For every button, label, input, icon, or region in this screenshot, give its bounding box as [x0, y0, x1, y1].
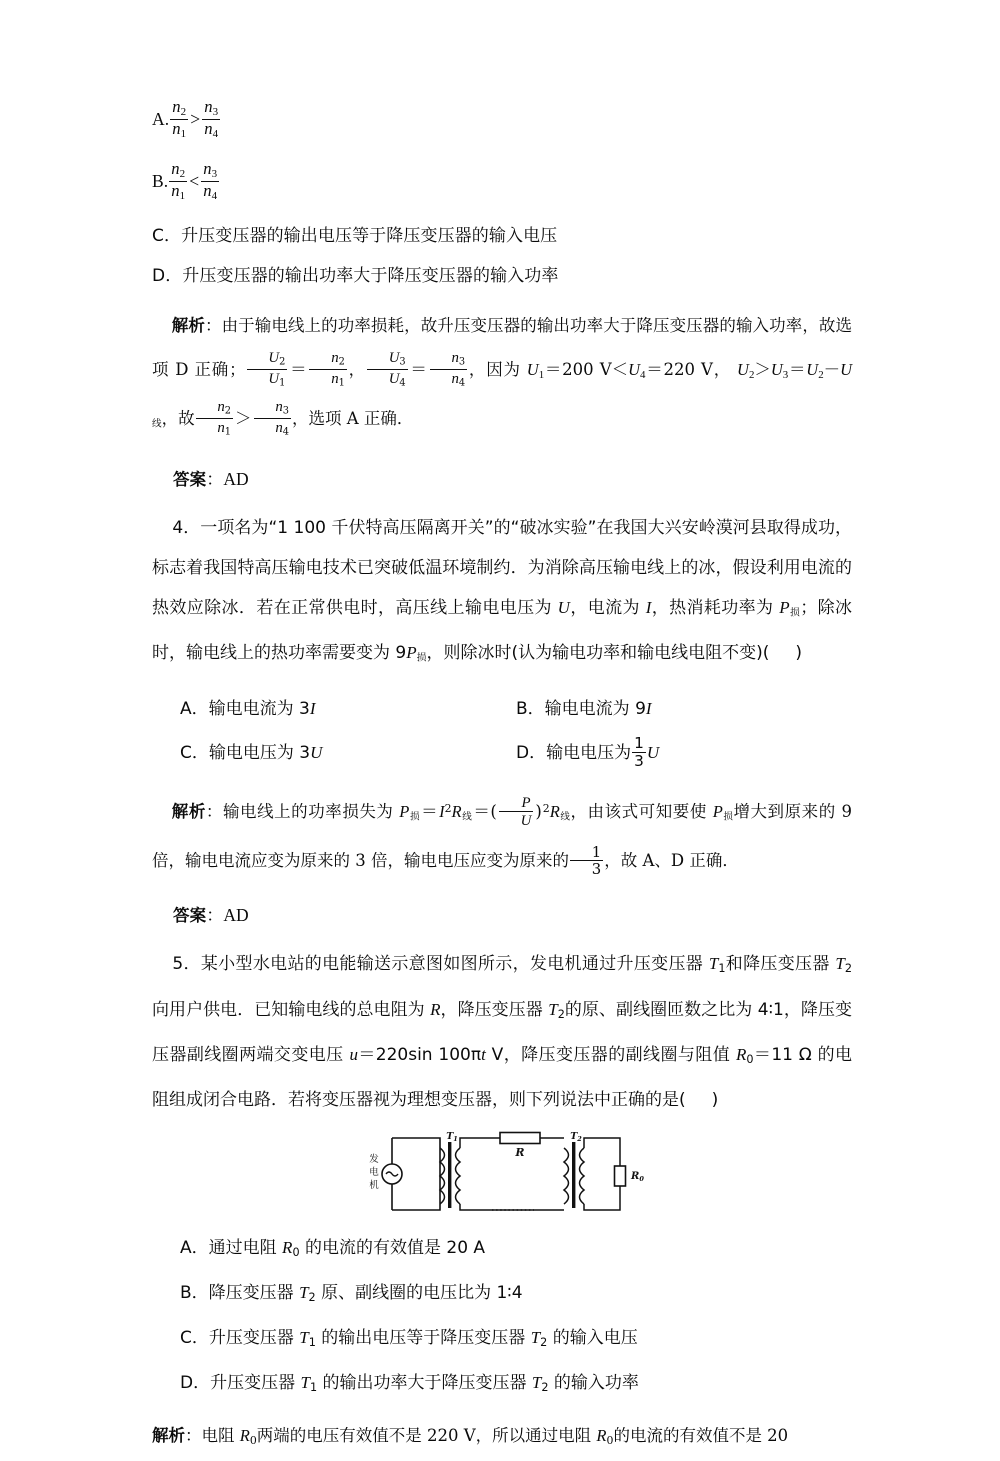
q4-symbol-u: U — [557, 597, 570, 617]
q3-analysis-text-2: 故选项 D 正确； — [152, 316, 853, 379]
q4-symbol-p: P — [779, 597, 790, 617]
q4-analysis-fraction-one-third: $\frac{1}{3}$ — [570, 844, 603, 877]
power-transmission-circuit-diagram — [352, 1130, 652, 1222]
generator-label-char-3: 机 — [369, 1179, 379, 1191]
q4-option-d: D．输电电压为 $\frac{1}{3}$ U — [516, 734, 660, 770]
q4-stem-text-4: ；除冰时，输电线上的热功率需要变为 — [152, 597, 853, 664]
q3-answer-value: AD — [223, 468, 249, 489]
q5-option-c: C．升压变压器 $T_1$ 的输出电压等于降压变压器 $T_2$ 的输入电压 — [180, 1328, 638, 1350]
q5-symbol-u: u — [349, 1044, 358, 1064]
q3-symbol-u3: $U_3$ — [770, 360, 789, 382]
q4-analysis-text-4: ，故 A、D 正确． — [604, 851, 739, 871]
q4-stem-text-5: ，则除冰时(认为输电功率和输电线电阻不变)( — [426, 643, 770, 664]
q3-analysis-text-1: 由于输电线上的功率损耗，故升压变压器的输出功率大于降压变压器的输入功率， — [221, 316, 819, 335]
q3-option-a-right-fraction: $\frac{n_3}{n_4}$ — [204, 96, 219, 140]
q5-number: 5． — [172, 954, 201, 975]
q3-symbol-u-line-sub: 线 — [152, 418, 162, 430]
q5-stem-text-f: ＝220sin 100π — [357, 1044, 482, 1065]
q3-ratio-n3-n4-b: $\frac{n_3}{n_4}$ — [254, 398, 291, 438]
q4-coefficient-nine: 9 — [395, 643, 407, 664]
q3-option-d-text: 升压变压器的输出功率大于降压变压器的输入功率 — [182, 266, 559, 286]
q4-answer-value: AD — [223, 905, 249, 926]
q3-option-b-relation: < — [189, 171, 200, 191]
transmission-line-top-left — [460, 1138, 500, 1148]
q4-analysis: 解析：输电线上的功率损失为 $P_损=I^2R_线=$( $\frac{P}{U}$ )$^2R_线$，由该式可知要使 $P_损$增大到原来的 9 倍，输电电流应变为原来的 3 倍，输电电压应变为原来的 $\frac{1}{3}$ ，故 A、D 正确． — [152, 794, 853, 879]
transformer2-primary-coil — [564, 1148, 569, 1204]
q4-stem-text-2: ，电流为 — [569, 597, 640, 618]
q3-analysis: 解析：由于输电线上的功率损耗，故升压变压器的输出功率大于降压变压器的输入功率，故选项 D 正确； $\frac{U_2}{U_1}$ ＝ $\frac{n_2}{n_1}$ ， $\frac{U_3}{U_4}$ ＝ $\frac{n_3}{n_4}$ ，因为 $U_1=200$ $V<U_4=220$ V， $U_2>U_3=U_2-U_线$，故 $\frac{n_2}{n_1}$ ＞ $\frac{n_3}{n_4}$ ，选项 A 正确． — [152, 316, 853, 438]
q5-stem-text-g: V，降压变压器的副线圈与阻值 — [485, 1044, 731, 1065]
transformer2-core — [572, 1142, 575, 1208]
q5-option-d: D．升压变压器 $T_1$ 的输出功率大于降压变压器 $T_2$ 的输入功率 — [180, 1373, 639, 1395]
q4-stem-text-3: ，热消耗功率为 — [651, 597, 774, 618]
transformer1-label: $T_1$ — [446, 1130, 458, 1143]
q3-option-b — [152, 158, 852, 204]
q5-stem-text-c: 向用户供电．已知输电线的总电阻为 — [152, 999, 425, 1020]
circuit-figure-wrapper — [152, 1130, 852, 1222]
q4-options-row-1 — [152, 687, 852, 731]
q3-option-c-label: C． — [152, 226, 182, 246]
transformer1-core — [448, 1142, 451, 1208]
q5-symbol-r: R — [430, 999, 441, 1019]
q3-option-c — [152, 216, 852, 256]
q5-option-a: A．通过电阻 $R_0$ 的电流的有效值是 20 A — [180, 1237, 486, 1259]
q3-option-b-left-fraction: $\frac{n_2}{n_1}$ — [171, 158, 186, 202]
q4-fraction-p-over-u: $\frac{P}{U}$ — [499, 794, 534, 829]
q4-answer: 答案：AD — [173, 905, 249, 927]
line-resistor-label: R — [515, 1145, 525, 1159]
q4-options-row-2 — [152, 731, 852, 775]
q3-answer-label: 答案 — [173, 469, 207, 489]
q4-analysis-text-2: ，由该式可知要使 — [570, 801, 707, 821]
load-loop-top — [584, 1138, 620, 1166]
transmission-line-bottom — [460, 1204, 564, 1210]
generator-label-char-1: 发 — [369, 1153, 379, 1165]
q5-analysis: 解析：电阻 $R_0$两端的电压有效值不是 220 V，所以通过电阻 $R_0$的电流的有效值不是 20 — [152, 1426, 789, 1448]
page-content — [152, 96, 852, 1461]
transformer2-label: $T_2$ — [570, 1130, 582, 1143]
q3-option-b-label: B. — [152, 171, 169, 191]
q3-option-a-relation: > — [190, 109, 201, 129]
q5-symbol-r0: R — [735, 1044, 747, 1064]
q3-analysis-text-end: ，选项 A 正确． — [291, 409, 414, 429]
q5-option-b: B．降压变压器 $T_2$ 原、副线圈的电压比为 1∶4 — [180, 1282, 523, 1305]
q4-answer-label: 答案 — [173, 906, 207, 926]
q3-ratio-n2-n1: $\frac{n_2}{n_1}$ — [309, 349, 346, 389]
q4-option-b: B．输电电流为 9I — [516, 698, 652, 719]
q3-answer-colon: ： — [206, 469, 224, 490]
q3-symbol-u4: $U_4$ — [628, 360, 646, 382]
q5-stem-text-i: ) — [711, 1089, 719, 1110]
q3-symbol-u2: $U_2$ — [737, 360, 755, 382]
q5-stem-text-b: 和降压变压器 — [725, 954, 830, 975]
q3-option-a-label: A. — [152, 109, 170, 129]
q3-option-d-label: D． — [152, 266, 183, 286]
transformer2-secondary-coil — [580, 1148, 585, 1204]
q4-option-d-fraction: $\frac{1}{3}$ — [634, 734, 644, 770]
load-resistor-label: $R_0$ — [631, 1170, 644, 1183]
q4-stem-text-6: ) — [795, 643, 803, 664]
q3-symbol-u1: $U_1$ — [526, 360, 545, 382]
q4-symbol-p-loss: P — [399, 801, 410, 821]
q3-option-a-left-fraction: $\frac{n_2}{n_1}$ — [172, 96, 187, 140]
q5-stem: 5．某小型水电站的电能输送示意图如图所示，发电机通过升压变压器 $T_1$和降压变压器 $T_2$向用户供电．已知输电线的总电阻为 R，降压变压器 $T_2$的原、副线圈匝数之比为 4∶1，降压变压器副线圈两端交变电压 u＝220sin 100πt V，降压变压器的副线圈与阻值 $R_0=11$ Ω 的电阻组成闭合电路．若将变压器视为理想变压器，则下列说法中正确的是( ) — [152, 954, 853, 1110]
q4-symbol-p-sub: 损 — [789, 607, 801, 619]
load-loop-bottom — [584, 1186, 620, 1210]
q4-option-a: A．输电电流为 3I — [180, 698, 316, 719]
line-resistor-symbol — [500, 1132, 540, 1143]
q3-option-c-text: 升压变压器的输出电压等于降压变压器的输入电压 — [181, 226, 558, 246]
load-resistor-symbol — [615, 1166, 626, 1186]
q3-option-a — [152, 96, 852, 142]
q4-analysis-label: 解析 — [171, 801, 206, 821]
q5-analysis-label: 解析 — [152, 1426, 185, 1446]
q5-symbol-t2: T — [835, 954, 845, 974]
q4-option-c: C．输电电压为 3U — [180, 742, 323, 763]
q5-analysis-text-3: 的电流的有效值不是 20 — [613, 1426, 789, 1446]
q5-stem-text-d: ，降压变压器 — [440, 999, 543, 1020]
q3-ratio-u3-u4: $\frac{U_3}{U_4}$ — [367, 349, 408, 389]
q3-option-b-right-fraction: $\frac{n_3}{n_4}$ — [203, 158, 218, 202]
q3-option-d — [152, 256, 852, 296]
transformer1-secondary-coil — [456, 1148, 461, 1204]
q5-analysis-text-1: 电阻 — [201, 1426, 235, 1446]
q3-answer — [152, 459, 852, 500]
q4-stem: 4．一项名为“1 100 千伏特高压隔离开关”的“破冰实验”在我国大兴安岭漠河县取得成功，标志着我国特高压输电技术已突破低温环境制约．为消除高压输电线上的冰，假设利用电流的热效应除冰．若在正常供电时，高压线上输电电压为 U，电流为 I，热消耗功率为 $P_损$；除冰时，输电线上的热功率需要变为 $9P_损$，则除冰时(认为输电功率和输电线电阻不变)( ) — [152, 517, 853, 664]
q5-analysis-text-2: 两端的电压有效值不是 220 V，所以通过电阻 — [256, 1426, 592, 1446]
q4-analysis-text-1: 输电线上的功率损失为 — [222, 801, 394, 821]
q3-ratio-u2-u1: $\frac{U_2}{U_1}$ — [247, 349, 288, 389]
q3-analysis-colon: ： — [204, 316, 222, 335]
q3-analysis-label: 解析 — [171, 316, 205, 335]
generator-label-char-2: 电 — [369, 1166, 379, 1178]
q5-analysis-symbol-r0: R — [239, 1426, 250, 1446]
q5-stem-text-h: ＝11 Ω 的电阻组成闭合电路．若将变压器视为理想变压器，则下列说法中正确的是( — [152, 1044, 853, 1110]
q3-ratio-n2-n1-b: $\frac{n_2}{n_1}$ — [196, 398, 233, 438]
q4-symbol-i: I — [645, 597, 652, 617]
q4-analysis-text-3: 增大到原来的 9 倍，输电电流应变为原来的 3 倍，输电电压应变为原来的 — [152, 801, 853, 871]
q5-stem-text-a: 某小型水电站的电能输送示意图如图所示，发电机通过升压变压器 — [200, 954, 704, 975]
q4-stem-text-1: 一项名为“1 100 千伏特高压隔离开关”的“破冰实验”在我国大兴安岭漠河县取得成功，标志着我国特高压输电技术已突破低温环境制约．为消除高压输电线上的冰，假设利用电流的热效应除冰．若在正常供电时，高压线上输电电压为 — [152, 517, 852, 618]
q5-symbol-t: t — [481, 1044, 486, 1064]
q5-symbol-t1: T — [708, 954, 719, 974]
q4-number: 4． — [172, 517, 201, 538]
q3-ratio-n3-n4: $\frac{n_3}{n_4}$ — [430, 349, 467, 389]
q5-stem-text-e: 的原、副线圈匝数之比为 4∶1，降压变压器副线圈两端交变电压 — [152, 999, 853, 1065]
